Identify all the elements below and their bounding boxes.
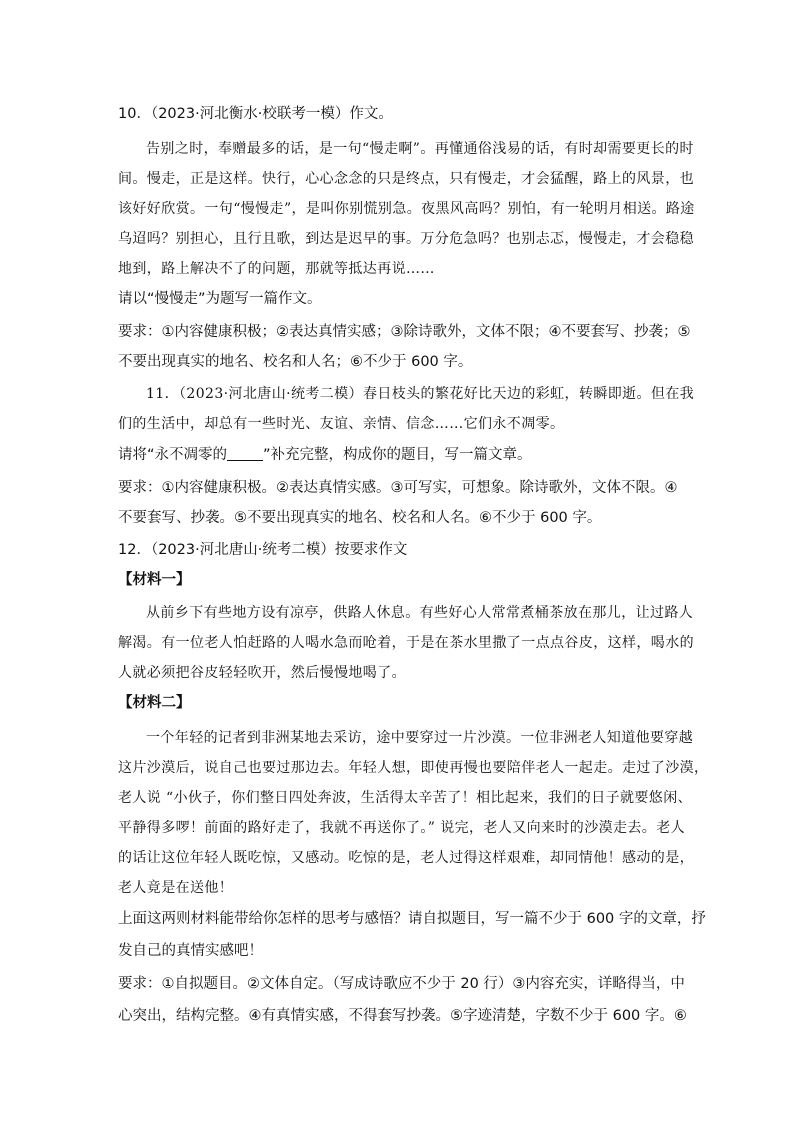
q10-passage-line: 间。慢走，正是这样。快行，心心念念的只是终点，只有慢走，才会猛醒，路上的风景，也 — [118, 171, 694, 187]
q11-prompt — [118, 445, 680, 465]
q10-prompt: 请以“慢慢走”为题写一篇作文。 — [118, 291, 322, 307]
q11-requirements-line: 不要套写、抄袭。⑤不要出现真实的地名、校名和人名。⑥不少于 600 字。 — [118, 510, 602, 526]
q12-requirements-line: 要求：①自拟题目。②文体自定。（写成诗歌应不少于 20 行）③内容充实，详略得当，中 — [118, 976, 685, 992]
material-two-line: 平静得多啰！前面的路好走了，我就不再送你了。” 说完，老人又向来时的沙漠走去。老人 — [118, 820, 686, 836]
q10-passage-line: 乌迢吗？别担心，且行且歌，到达是迟早的事。万分危急吗？也别忐忑，慢慢走，才会稳稳 — [118, 231, 694, 247]
material-two-line: 一个年轻的记者到非洲某地去采访，途中要穿过一片沙漠。一位非洲老人知道他要穿越 — [146, 730, 694, 746]
q12-prompt-line: 发自己的真情实感吧！ — [118, 943, 263, 959]
q11-title: 11．（2023·河北唐山·统考二模）春日枝头的繁花好比天边的彩虹，转瞬即逝。但在我 — [146, 386, 695, 402]
material-two-line: 的话让这位年轻人既吃惊，又感动。吃惊的是，老人过得这样艰难，却同情他！感动的是， — [118, 850, 694, 866]
q10-title: 10．（2023·河北衡水·校联考一模）作文。 — [118, 106, 393, 122]
q10-requirements-line: 要求：①内容健康积极；②表达真情实感；③除诗歌外，文体不限；④不要套写、抄袭；⑤ — [118, 324, 691, 340]
q11-title-cont: 们的生活中，却总有一些时光、友谊、亲情、信念……它们永不凋零。 — [118, 416, 565, 432]
q12-title: 12．（2023·河北唐山·统考二模）按要求作文 — [118, 542, 408, 558]
fill-in-blank — [227, 446, 263, 461]
q11-prompt-prefix: 请将“永不凋零的 — [118, 447, 228, 463]
material-two-line: 这片沙漠后，说自己也要过那边去。年轻人想，即使再慢也要陪伴老人一起走。走过了沙漠， — [118, 760, 709, 776]
q11-prompt-suffix: ”补充完整，构成你的题目，写一篇文章。 — [263, 447, 532, 463]
q10-passage-line: 该好好欣赏。一句“慢慢走”，是叫你别慌别急。夜黑风高吗？别怕，有一轮明月相送。路途 — [118, 201, 695, 217]
q11-requirements-line: 要求：①内容健康积极。②表达真情实感。③可写实，可想象。除诗歌外，文体不限。④ — [118, 480, 678, 496]
material-one-line: 解渴。有一位老人怕赶路的人喝水急而呛着，于是在茶水里撒了一点点谷皮，这样，喝水的 — [118, 635, 694, 651]
material-two-label: 【材料二】 — [118, 695, 191, 711]
material-one-label: 【材料一】 — [118, 572, 191, 588]
material-two-line: 老人竟是在送他！ — [118, 880, 234, 896]
q10-passage-line: 地到，路上解决不了的问题，那就等抵达再说…… — [118, 261, 435, 277]
q10-passage-line: 告别之时，奉赠最多的话，是一句“慢走啊”。再懂通俗浅易的话，有时却需要更长的时 — [146, 141, 694, 157]
q12-requirements-line: 心突出，结构完整。④有真情实感，不得套写抄袭。⑤字迹清楚，字数不少于 600 字。⑥ — [118, 1008, 687, 1024]
q12-prompt-line: 上面这两则材料能带给你怎样的思考与感悟？请自拟题目，写一篇不少于 600 字的文章，抒 — [118, 911, 706, 927]
q10-requirements-line: 不要出现真实的地名、校名和人名；⑥不少于 600 字。 — [118, 354, 473, 370]
material-one-line: 从前乡下有些地方设有凉亭，供路人休息。有些好心人常常煮桶茶放在那儿，让过路人 — [146, 605, 694, 621]
material-two-line: 老人说 “小伙子，你们整日四处奔波，生活得太辛苦了！相比起来，我们的日子就要悠闲、 — [118, 790, 693, 806]
material-one-line: 人就必须把谷皮轻轻吹开，然后慢慢地喝了。 — [118, 665, 406, 681]
